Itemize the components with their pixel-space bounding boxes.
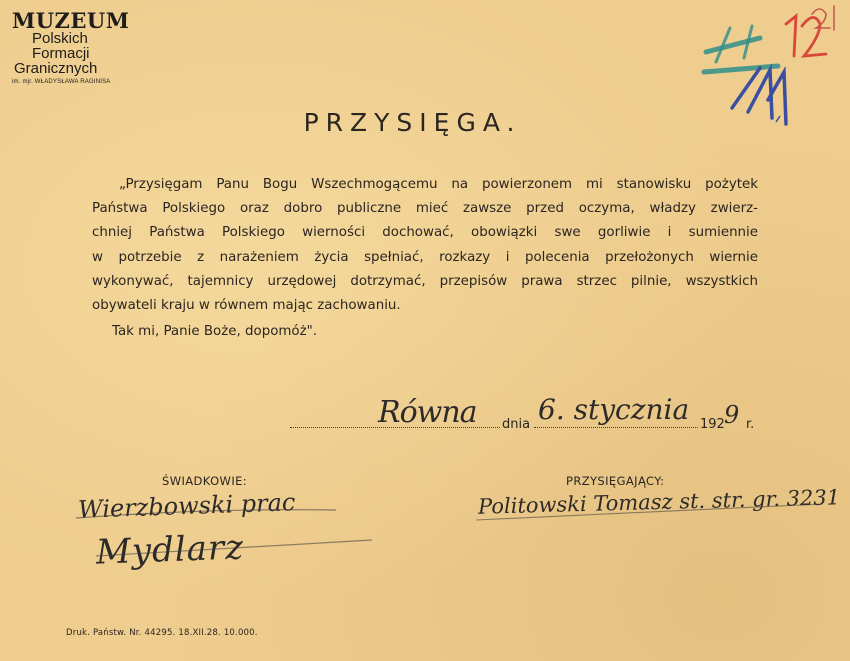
oath-closing: Tak mi, Panie Boże, dopomóż". [112, 324, 318, 340]
witness-signature-1: Wierzbowski prac [77, 488, 296, 524]
oath-line: obywateli kraju w równem mając zachowaniu. [92, 298, 401, 314]
stamp-line-5: im. mjr. WŁADYSŁAWA RAGINISA [12, 79, 111, 85]
oath-line: „Przysięgam Panu Bogu Wszechmogącemu na powierzonem mi stanowisku pożytek [119, 177, 758, 192]
year-prefix: 192 [700, 417, 725, 432]
stamp-line-3: Formacji [32, 45, 90, 62]
witnesses-label: ŚWIADKOWIE: [162, 474, 248, 488]
oath-line: chniej Państwa Polskiego wierności dochować, obowiązki swe gorliwie i sumiennie [92, 225, 758, 241]
stamp-line-2: Polskich [32, 30, 88, 47]
year-digit-handwritten: 9 [724, 401, 740, 429]
day-month-handwritten: 6. stycznia [538, 393, 690, 426]
r-label: r. [746, 417, 755, 432]
oath-taker-signature: Politowski Tomasz st. str. gr. 3231 [477, 485, 841, 519]
stamp-line-4: Granicznych [14, 60, 98, 77]
print-footer: Druk. Państw. Nr. 44295. 18.XII.28. 10.000. [66, 628, 258, 638]
oath-line: wykonywać, tajemnicy urzędowej dotrzymać, przepisów prawa strzec pilnie, wszystkich [92, 273, 758, 289]
witness-signature-2: Mydlarz [95, 527, 245, 573]
stamp-line-1: MUZEUM [12, 8, 130, 33]
place-handwritten: Równa [378, 395, 477, 430]
oath-line: w potrzebie z narażeniem życia spełniać, rozkazy i polecenia przełożonych wiernie [92, 249, 758, 265]
document-title: PRZYSIĘGA. [303, 108, 522, 137]
oath-taker-label: PRZYSIĘGAJĄCY: [566, 474, 665, 488]
oath-line: Państwa Polskiego oraz dobro publiczne mieć zawsze przed oczyma, władzy zwierz- [92, 201, 758, 217]
dnia-label: dnia [502, 417, 531, 432]
